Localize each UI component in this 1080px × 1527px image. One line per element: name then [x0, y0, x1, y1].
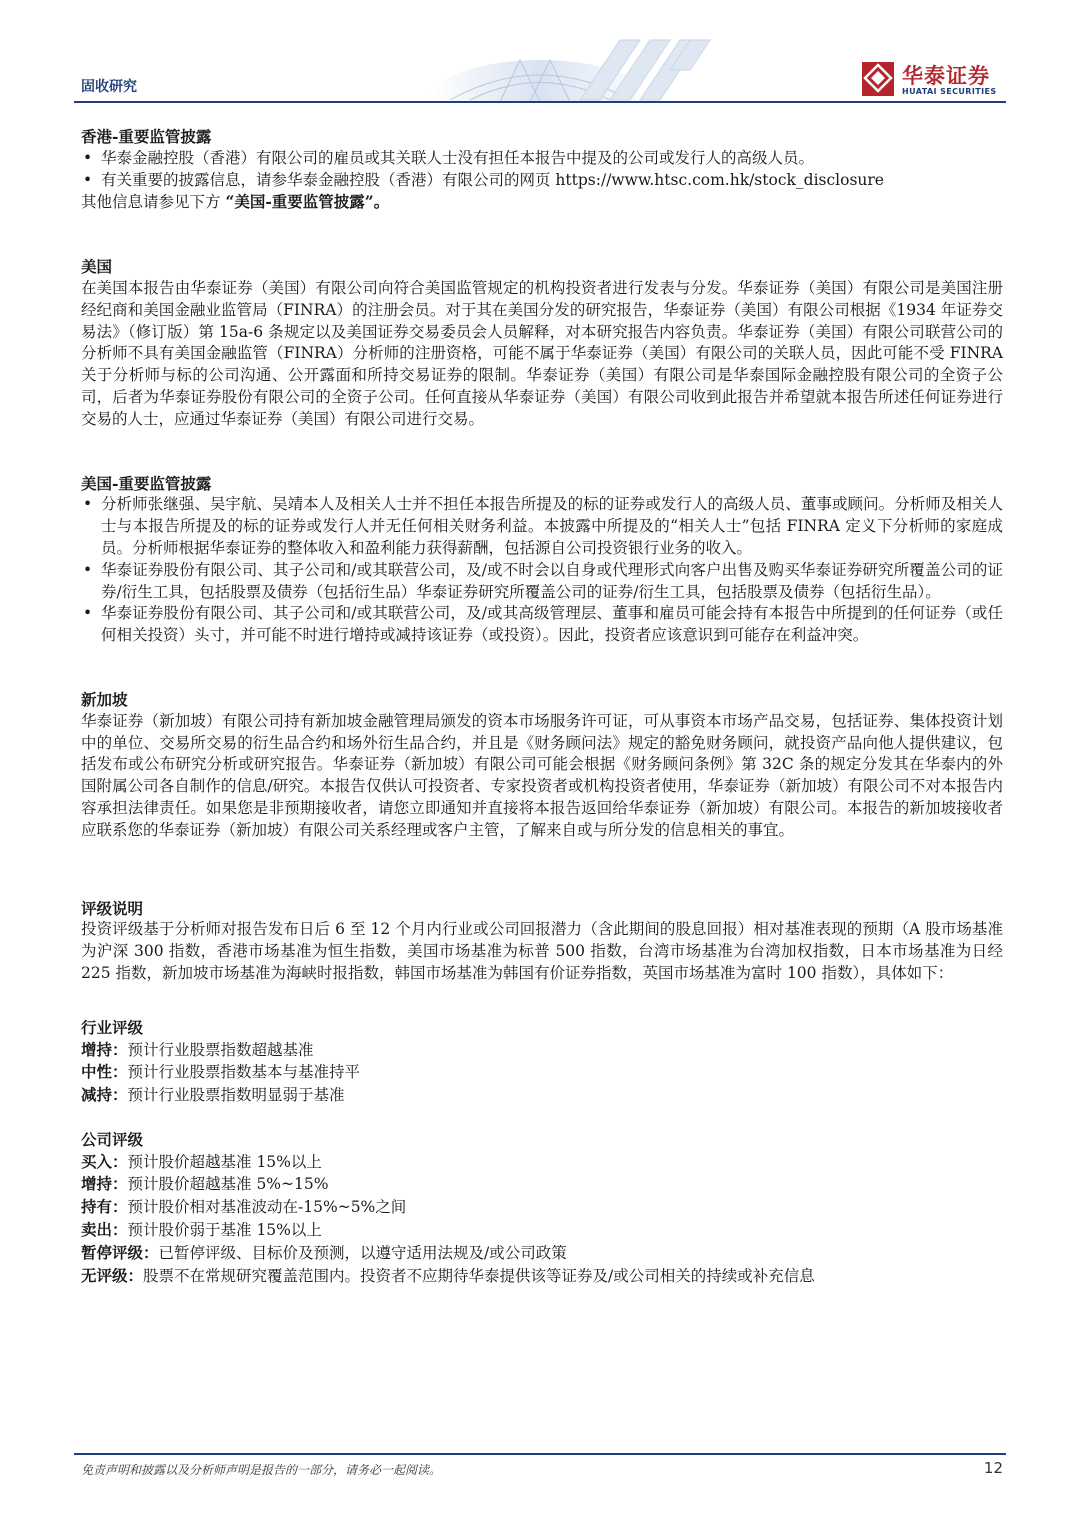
list-item: • 华泰金融控股（香港）有限公司的雇员或其关联人士没有担任本报告中提及的公司或发行人的高级人员。: [81, 148, 1003, 170]
rating-desc: 已暂停评级、目标价及预测，以遵守适用法规及/或公司政策: [158, 1243, 567, 1262]
huatai-logo-icon: [862, 62, 894, 96]
rating-desc: 股票不在常规研究覆盖范围内。投资者不应期待华泰提供该等证券及/或公司相关的持续或补充信息: [143, 1266, 815, 1285]
section-title: 美国-重要监管披露: [81, 473, 212, 493]
section-body: 在美国本报告由华泰证券（美国）有限公司向符合美国监管规定的机构投资者进行发表与分发。华泰证券（美国）有限公司是美国注册经纪商和美国金融业监管局（FINRA）的注册会员。对于其在美国分发的研究报告，华泰证券（美国）有限公司根据《1934 年证券交易法》（修订版）第 15a-6 条规定以及美国证券交易委员会人员解释，对本研究报告内容负责。华泰证券（美国）有限公司联营公司的分析师不具有美国金融监管（FINRA）分析师的注册资格，可能不属于华泰证券（美国）有限公司的关联人员，因此可能不受 FINRA 关于分析师与标的公司沟通、公开露面和所持交易证券的限制。华泰证券（美国）有限公司是华泰国际金融控股有限公司的全资子公司，后者为华泰证券股份有限公司的全资子公司。任何直接从华泰证券（美国）有限公司收到此报告并希望就本报告所述任何证券进行交易的人士，应通过华泰证券（美国）有限公司进行交易。: [81, 278, 1003, 428]
note-text: 其他信息请参见下方: [81, 193, 226, 212]
company-rating-section: [81, 1129, 1003, 1288]
header-divider: [74, 101, 1006, 103]
rating-row: [81, 1061, 1003, 1084]
footer-divider: [74, 1453, 1006, 1455]
sg-section: [81, 689, 1003, 842]
rating-row: [81, 1265, 1003, 1288]
list-item: • 分析师张继强、吴宇航、吴靖本人及相关人士并不担任本报告所提及的标的证券或发行人的高级人员、董事或顾问。分析师及相关人士与本报告所提及的标的证券或发行人并无任何相关财务利益。本披露中所提及的“相关人士”包括 FINRA 定义下分析师的家庭成员。分析师根据华泰证券的整体收入和盈利能力获得薪酬，包括源自公司投资银行业务的收入。: [81, 494, 1003, 559]
section-body: 投资评级基于分析师对报告发布日后 6 至 12 个月内行业或公司回报潜力（含此期间的股息回报）相对基准表现的预期（A 股市场基准为沪深 300 指数，香港市场基准为恒生指数，美国市场基准为标普 500 指数，台湾市场基准为台湾加权指数，日本市场基准为日经 225 指数，新加坡市场基准为海峡时报指数，韩国市场基准为韩国有价证券指数，英国市场基准为富时 100 指数），具体如下：: [81, 920, 1003, 982]
report-content: [81, 126, 1003, 1308]
industry-rating-section: [81, 1017, 1003, 1107]
rating-desc: 预计股价弱于基准 15%以上: [127, 1221, 322, 1240]
us-section: [81, 256, 1003, 430]
rating-label: 无评级：: [81, 1265, 144, 1285]
rating-row: [81, 1196, 1003, 1219]
rating-desc: 预计股价超越基准 15%以上: [127, 1152, 322, 1171]
rating-label: 卖出：: [81, 1220, 128, 1240]
note-emphasis: “美国-重要监管披露”。: [225, 192, 390, 212]
section-title: 新加坡: [81, 689, 128, 709]
rating-label: 减持：: [81, 1085, 128, 1105]
footer-disclaimer: 免责声明和披露以及分析师声明是报告的一部分，请务必一起阅读。: [81, 1463, 442, 1477]
rating-row: [81, 1242, 1003, 1265]
us-disclosure-section: [81, 473, 1003, 647]
section-title: 评级说明: [81, 898, 144, 918]
rating-section: [81, 898, 1003, 985]
section-label: 固收研究: [81, 79, 137, 95]
list-item: • 华泰证券股份有限公司、其子公司和/或其联营公司，及/或不时会以自身或代理形式向客户出售及购买华泰证券研究所覆盖公司的证券/衍生工具，包括股票及债券（包括衍生品）华泰证券研究所覆盖公司的证券/衍生工具，包括股票及债券（包括衍生品）。: [81, 560, 1003, 604]
rating-row: [81, 1151, 1003, 1174]
rating-label: 暂停评级：: [81, 1242, 159, 1262]
header-decorative-graphic: [410, 30, 740, 102]
hk-list: [81, 148, 1003, 192]
section-title: 公司评级: [81, 1129, 144, 1149]
rating-label: 买入：: [81, 1151, 128, 1171]
section-title: 行业评级: [81, 1017, 144, 1037]
page-number: 12: [983, 1459, 1003, 1477]
list-item: • 有关重要的披露信息，请参华泰金融控股（香港）有限公司的网页 https://www.htsc.com.hk/stock_disclosure: [81, 170, 1003, 192]
rating-label: 中性：: [81, 1062, 128, 1082]
section-title: 香港-重要监管披露: [81, 127, 212, 146]
hk-note: [81, 191, 1003, 214]
logo-chinese-name: 华泰证券: [902, 64, 990, 88]
section-body: 华泰证券（新加坡）有限公司持有新加坡金融管理局颁发的资本市场服务许可证，可从事资本市场产品交易，包括证券、集体投资计划中的单位、交易所交易的衍生品合约和场外衍生品合约，并且是《财务顾问法》规定的豁免财务顾问，就投资产品向他人提供建议，包括发布或公布研究分析或研究报告。华泰证券（新加坡）有限公司可能会根据《财务顾问条例》第 32C 条的规定分发其在华泰内的外国附属公司各自制作的信息/研究。本报告仅供认可投资者、专家投资者或机构投资者使用，华泰证券（新加坡）有限公司不对本报告内容承担法律责任。如果您是非预期接收者，请您立即通知并直接将本报告返回给华泰证券（新加坡）有限公司。本报告的新加坡接收者应联系您的华泰证券（新加坡）有限公司关系经理或客户主管，了解来自或与所分发的信息相关的事宜。: [81, 711, 1003, 839]
list-item: • 华泰证券股份有限公司、其子公司和/或其联营公司，及/或其高级管理层、董事和雇员可能会持有本报告中所提到的任何证券（或任何相关投资）头寸，并可能不时进行增持或减持该证券（或投资）。因此，投资者应该意识到可能存在利益冲突。: [81, 603, 1003, 647]
rating-desc: 预计股价相对基准波动在-15%~5%之间: [127, 1198, 407, 1217]
huatai-logo: [862, 62, 1002, 98]
rating-row: [81, 1219, 1003, 1242]
logo-english-name: HUATAI SECURITIES: [902, 87, 997, 96]
rating-row: [81, 1039, 1003, 1062]
rating-row: [81, 1173, 1003, 1196]
rating-label: 增持：: [81, 1039, 128, 1059]
rating-row: [81, 1084, 1003, 1107]
rating-desc: 预计行业股票指数明显弱于基准: [127, 1086, 345, 1105]
us-disclosure-list: [81, 494, 1003, 647]
rating-label: 持有：: [81, 1197, 128, 1217]
section-title: 美国: [81, 257, 113, 277]
rating-label: 增持：: [81, 1174, 128, 1194]
rating-desc: 预计股价超越基准 5%~15%: [127, 1175, 329, 1194]
rating-desc: 预计行业股票指数基本与基准持平: [127, 1063, 361, 1082]
rating-desc: 预计行业股票指数超越基准: [127, 1040, 314, 1059]
hk-section: [81, 126, 1003, 214]
